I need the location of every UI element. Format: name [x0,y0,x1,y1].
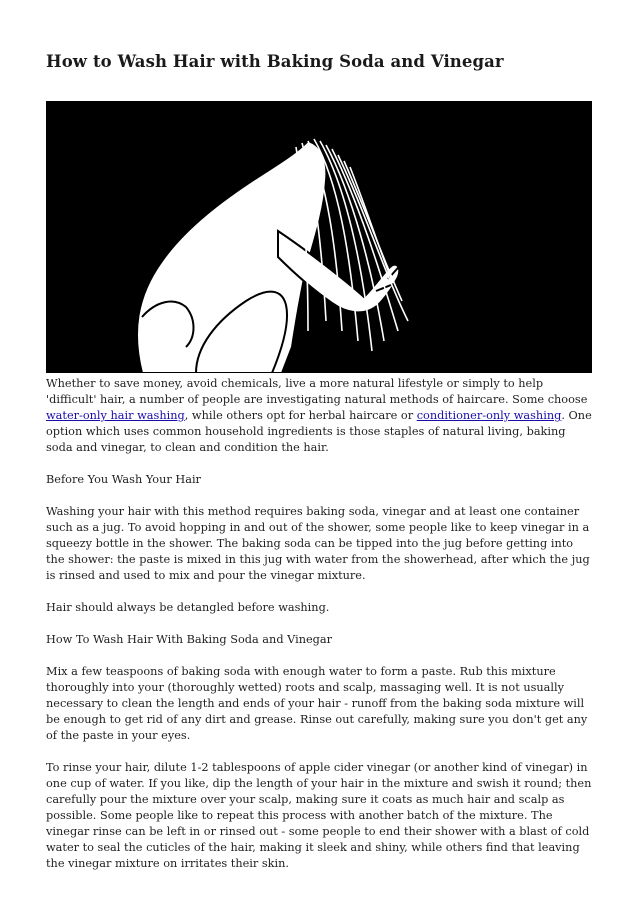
detangle-paragraph: Hair should always be detangled before washing. [46,601,330,614]
intro-text-1: Whether to save money, avoid chemicals, live a more natural lifestyle or simply to help 'difficult' hair, a number of people are investigating natural methods of haircare. Some choose [46,377,588,406]
section-heading-how: How To Wash Hair With Baking Soda and Vinegar [46,633,333,646]
article-body [46,376,592,888]
rinse-paragraph: To rinse your hair, dilute 1-2 tablespoons of apple cider vinegar (or another kind of vinegar) in one cup of water. If you like, dip the length of your hair in the mixture and swish it round; then carefully pour the mixture over your scalp, making sure it coats as much hair and scalp as possible. Some people like to repeat this process with another batch of the mixture. The vinegar rinse can be left in or rinsed out - some people to end their shower with a blast of cold water to seal the cuticles of the hair, making it sleek and shiny, while others find that leaving the vinegar mixture on irritates their skin. [46,761,592,870]
water-only-washing-link[interactable]: water-only hair washing [46,409,185,422]
section-heading-before: Before You Wash Your Hair [46,473,201,486]
intro-paragraph [46,376,592,456]
woman-washing-hair-illustration [46,101,592,373]
mix-paragraph: Mix a few teaspoons of baking soda with enough water to form a paste. Rub this mixture thoroughly into your (thoroughly wetted) roots and scalp, massaging well. It is not usually necessary to clean the length and ends of your hair - runoff from the baking soda mixture will be enough to get rid of any dirt and grease. Rinse out carefully, making sure you don't get any of the paste in your eyes. [46,665,588,742]
intro-text-2: , while others opt for herbal haircare or [184,409,417,422]
conditioner-only-washing-link[interactable]: conditioner-only washing [416,409,562,422]
page-title: How to Wash Hair with Baking Soda and Vinegar [46,52,504,71]
before-paragraph: Washing your hair with this method requires baking soda, vinegar and at least one container such as a jug. To avoid hopping in and out of the shower, some people like to keep vinegar in a squeezy bottle in the shower. The baking soda can be tipped into the jug before getting into the shower: the paste is mixed in this jug with water from the showerhead, after which the jug is rinsed and used to mix and pour the vinegar mixture. [46,505,590,582]
intro-text-3: . One option which uses common household ingredients is those staples of natural living, baking soda and vinegar, to clean and condition the hair. [46,409,592,454]
